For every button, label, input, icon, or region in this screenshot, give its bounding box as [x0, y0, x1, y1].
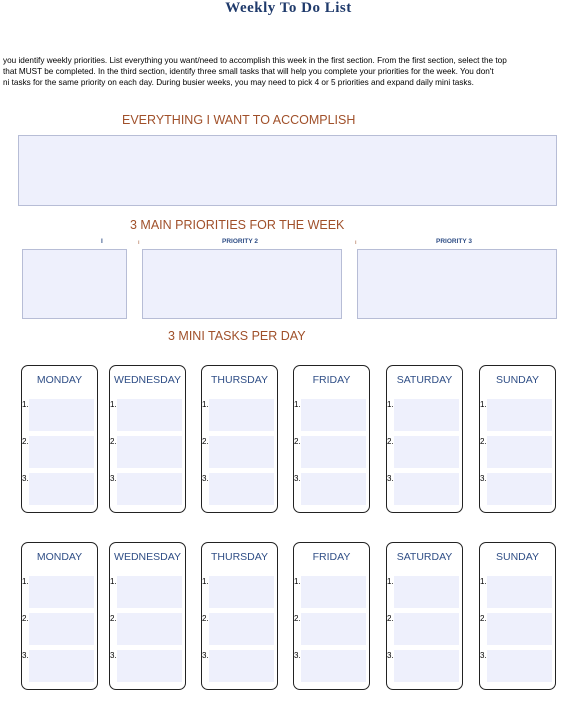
day-name: SUNDAY [496, 374, 539, 386]
task-number: 3. [387, 474, 394, 483]
tick-mark: ı [355, 240, 357, 246]
day-card [386, 365, 463, 513]
day-card [201, 365, 278, 513]
task-slot-1[interactable] [117, 576, 182, 608]
task-slot-3[interactable] [394, 650, 459, 682]
task-slot-2[interactable] [209, 436, 274, 468]
task-slot-2[interactable] [209, 613, 274, 645]
task-number: 1. [294, 577, 301, 586]
task-slot-3[interactable] [117, 650, 182, 682]
task-slot-3[interactable] [301, 473, 366, 505]
task-number: 2. [480, 437, 487, 446]
day-card [293, 542, 370, 690]
task-slot-3[interactable] [301, 650, 366, 682]
task-slot-1[interactable] [487, 576, 552, 608]
instruction-line-3: ni tasks for the same priority on each day. During busier weeks, you may need to pick 4 or 5 priorities and expand daily mini tasks. [3, 78, 474, 87]
task-slot-1[interactable] [301, 576, 366, 608]
task-slot-3[interactable] [29, 650, 94, 682]
task-number: 2. [202, 614, 209, 623]
priority-1-input[interactable] [22, 249, 127, 319]
accomplish-input[interactable] [18, 135, 557, 206]
task-number: 1. [480, 577, 487, 586]
task-slot-2[interactable] [487, 613, 552, 645]
task-number: 1. [22, 577, 29, 586]
task-slot-1[interactable] [209, 576, 274, 608]
instruction-line-1: you identify weekly priorities. List everything you want/need to accomplish this week in the first section. From the first section, select the top [3, 56, 507, 65]
task-number: 2. [387, 437, 394, 446]
task-number: 3. [22, 474, 29, 483]
task-number: 1. [202, 577, 209, 586]
task-number: 1. [294, 400, 301, 409]
task-slot-2[interactable] [117, 436, 182, 468]
priority-2-label: PRIORITY 2 [222, 238, 259, 245]
task-slot-2[interactable] [117, 613, 182, 645]
task-number: 2. [22, 437, 29, 446]
task-number: 3. [110, 651, 117, 660]
day-name: FRIDAY [312, 374, 351, 386]
task-number: 1. [110, 577, 117, 586]
task-slot-3[interactable] [487, 650, 552, 682]
priority-3-label: PRIORITY 3 [436, 238, 473, 245]
day-card [109, 365, 186, 513]
task-number: 1. [22, 400, 29, 409]
task-number: 3. [110, 474, 117, 483]
day-name: SUNDAY [496, 551, 539, 563]
task-number: 1. [387, 577, 394, 586]
task-number: 3. [202, 474, 209, 483]
day-card [21, 542, 98, 690]
task-slot-1[interactable] [394, 576, 459, 608]
day-name: WEDNESDAY [114, 374, 181, 386]
task-slot-2[interactable] [301, 613, 366, 645]
day-card [201, 542, 278, 690]
day-card [479, 365, 556, 513]
task-number: 2. [110, 614, 117, 623]
task-number: 2. [387, 614, 394, 623]
day-name: FRIDAY [312, 551, 351, 563]
day-name: WEDNESDAY [114, 551, 181, 563]
day-name: THURSDAY [211, 551, 268, 563]
task-number: 1. [387, 400, 394, 409]
task-slot-2[interactable] [29, 613, 94, 645]
instruction-line-2: that MUST be completed. In the third section, identify three small tasks that will help you complete your priorities for the week. You don't [3, 67, 494, 76]
task-number: 3. [294, 474, 301, 483]
day-name: SATURDAY [396, 374, 453, 386]
task-number: 3. [387, 651, 394, 660]
day-card [386, 542, 463, 690]
task-number: 3. [202, 651, 209, 660]
task-slot-1[interactable] [209, 399, 274, 431]
task-slot-2[interactable] [301, 436, 366, 468]
accomplish-heading: EVERYTHING I WANT TO ACCOMPLISH [122, 113, 356, 127]
task-slot-2[interactable] [29, 436, 94, 468]
task-number: 3. [294, 651, 301, 660]
page-title: Weekly To Do List [225, 0, 352, 16]
task-number: 3. [480, 474, 487, 483]
day-name: MONDAY [36, 551, 83, 563]
task-number: 2. [110, 437, 117, 446]
priorities-heading: 3 MAIN PRIORITIES FOR THE WEEK [130, 218, 345, 232]
mini-tasks-heading: 3 MINI TASKS PER DAY [168, 329, 306, 343]
day-name: THURSDAY [211, 374, 268, 386]
task-slot-2[interactable] [394, 613, 459, 645]
task-number: 1. [202, 400, 209, 409]
day-name: SATURDAY [396, 551, 453, 563]
task-number: 2. [294, 614, 301, 623]
task-number: 1. [110, 400, 117, 409]
priority-1-label: l [101, 238, 103, 245]
tick-mark: ı [138, 240, 140, 246]
task-slot-1[interactable] [117, 399, 182, 431]
day-card [479, 542, 556, 690]
task-number: 3. [480, 651, 487, 660]
task-number: 3. [22, 651, 29, 660]
task-number: 2. [22, 614, 29, 623]
day-card [293, 365, 370, 513]
task-number: 2. [480, 614, 487, 623]
task-number: 1. [480, 400, 487, 409]
task-number: 2. [294, 437, 301, 446]
priority-3-input[interactable] [357, 249, 557, 319]
task-slot-3[interactable] [487, 473, 552, 505]
task-slot-2[interactable] [487, 436, 552, 468]
task-slot-1[interactable] [29, 399, 94, 431]
task-slot-3[interactable] [209, 650, 274, 682]
task-number: 2. [202, 437, 209, 446]
task-slot-1[interactable] [487, 399, 552, 431]
task-slot-1[interactable] [301, 399, 366, 431]
task-slot-1[interactable] [394, 399, 459, 431]
day-card [109, 542, 186, 690]
task-slot-2[interactable] [394, 436, 459, 468]
task-slot-3[interactable] [29, 473, 94, 505]
task-slot-3[interactable] [394, 473, 459, 505]
task-slot-3[interactable] [209, 473, 274, 505]
day-name: MONDAY [36, 374, 83, 386]
task-slot-3[interactable] [117, 473, 182, 505]
task-slot-1[interactable] [29, 576, 94, 608]
priority-2-input[interactable] [142, 249, 342, 319]
day-card [21, 365, 98, 513]
